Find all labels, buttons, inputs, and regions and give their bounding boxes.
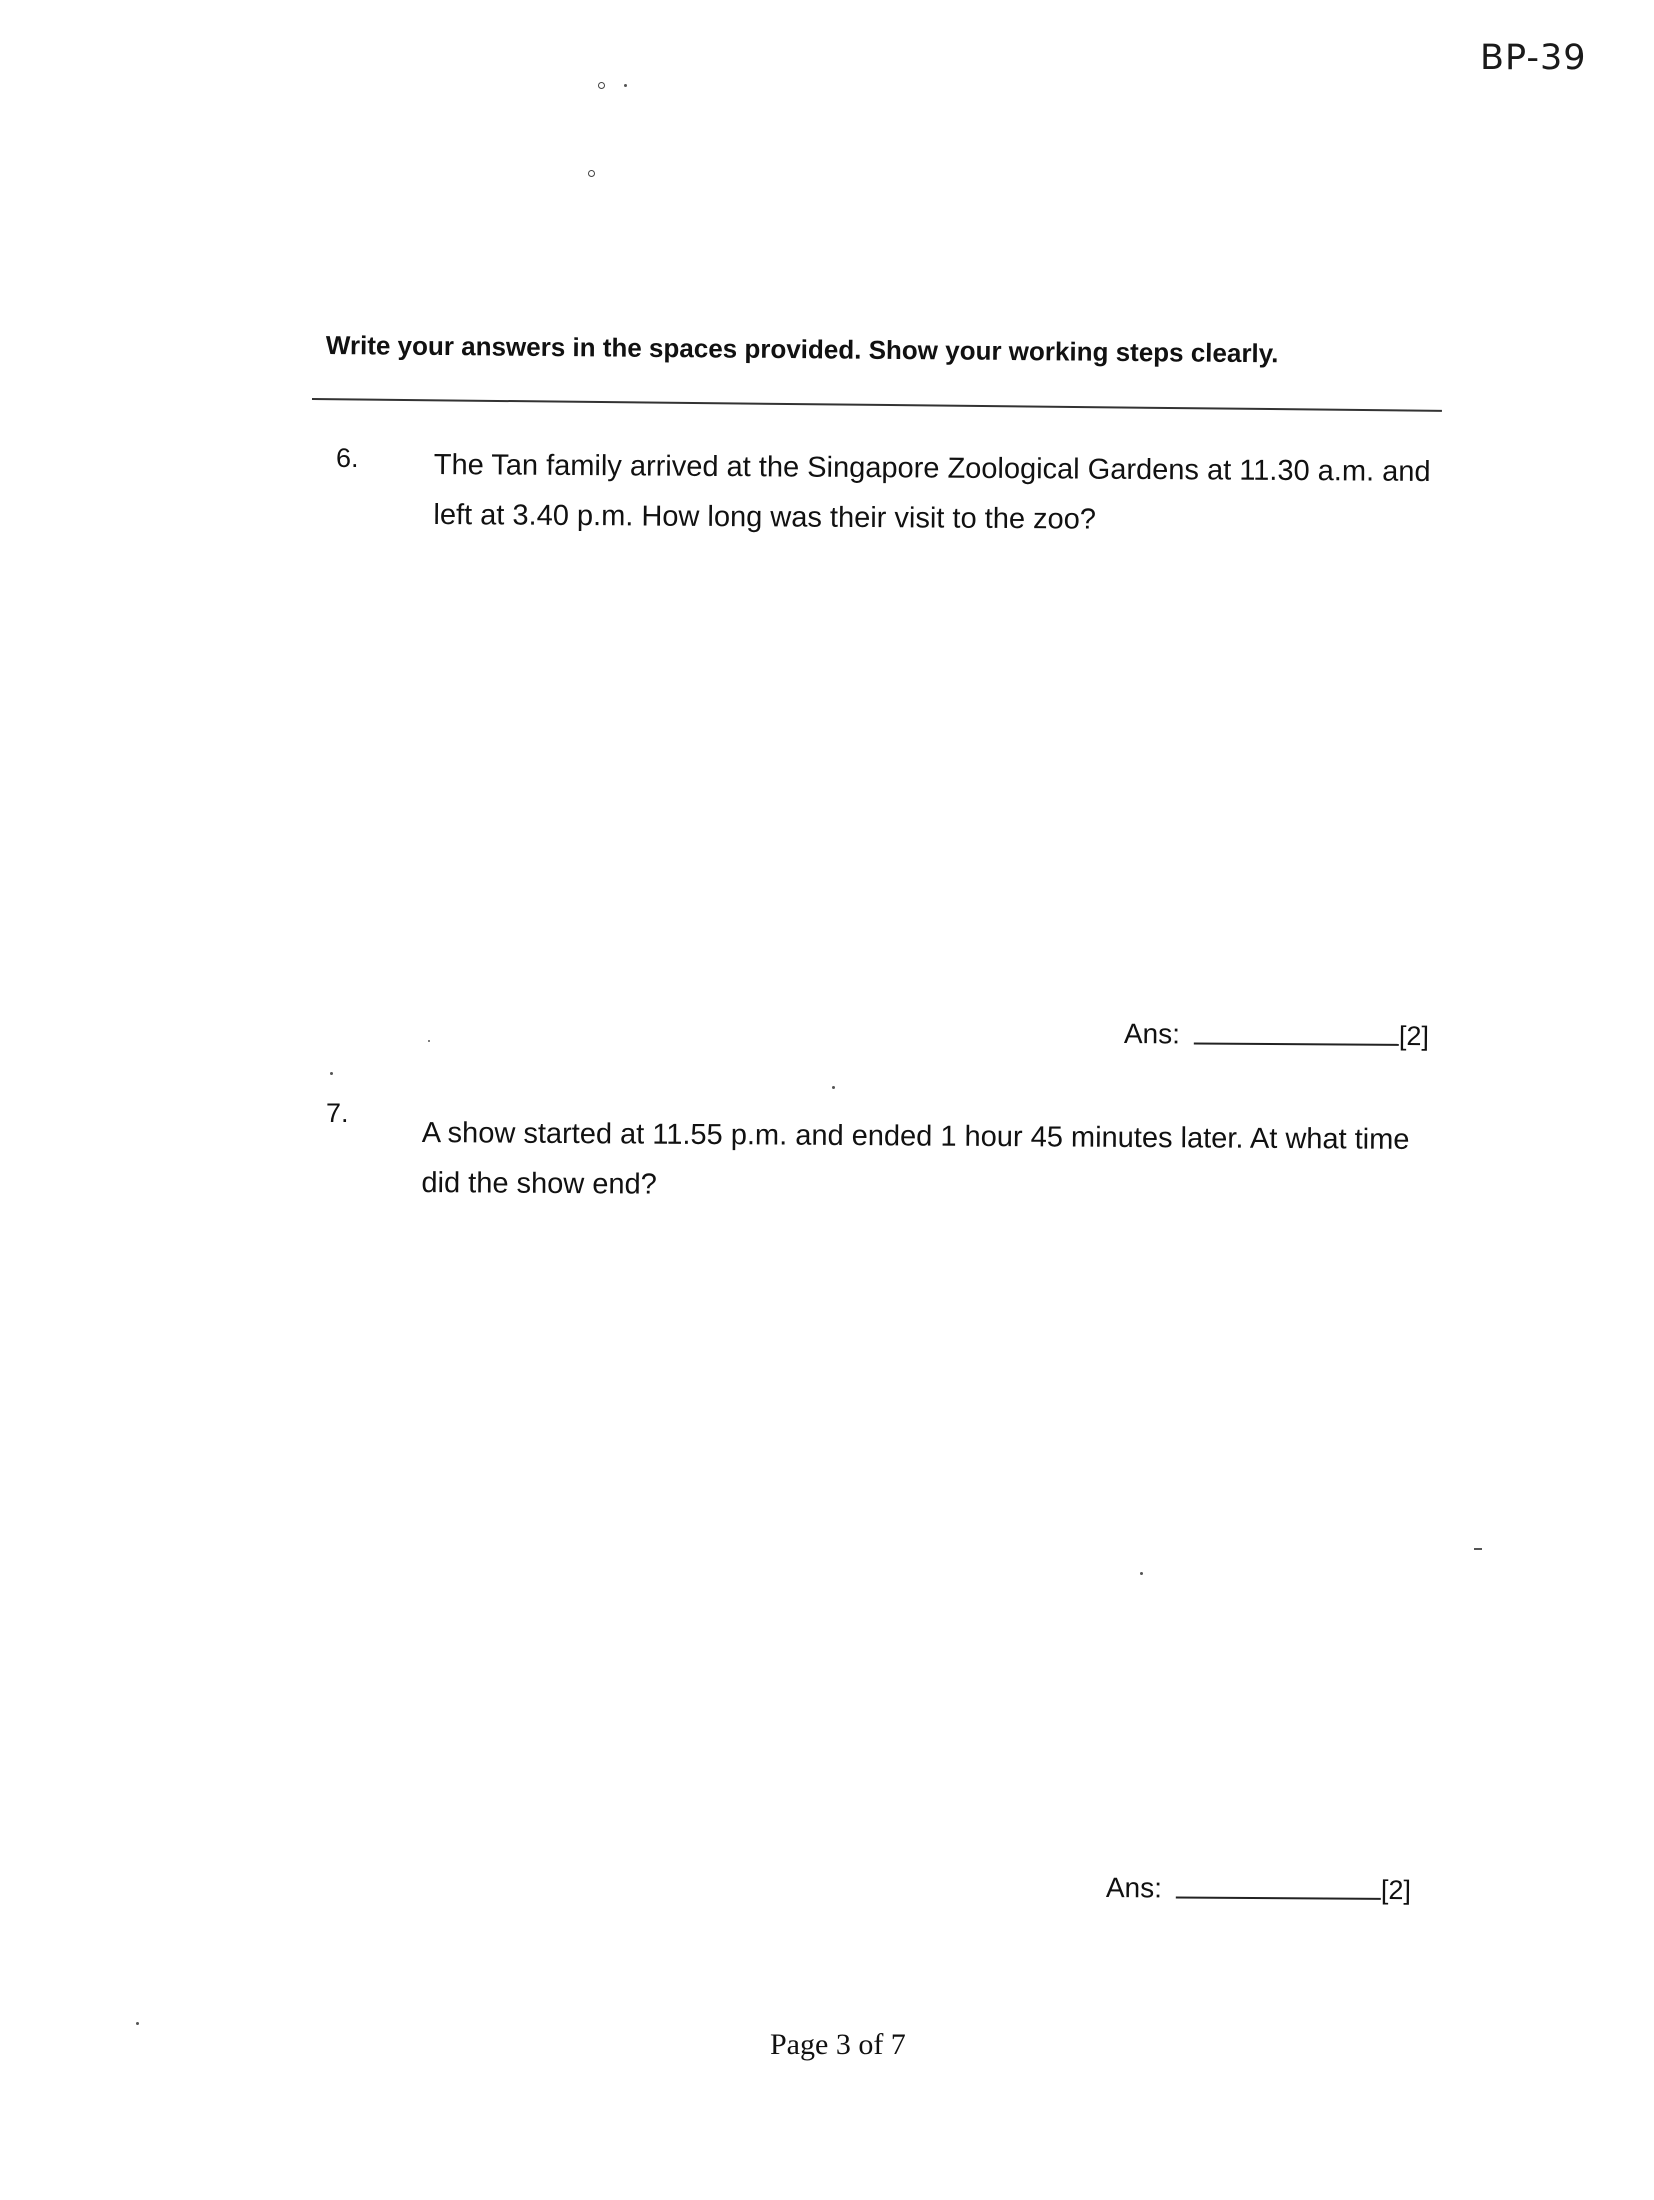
scan-speck (588, 170, 595, 177)
answer-row (1124, 1018, 1429, 1052)
scan-speck (330, 1072, 333, 1075)
question-number: 7. (326, 1098, 349, 1128)
question-text: A show started at 11.55 p.m. and ended 1 hour 45 minutes later. At what time did the show end? (421, 1116, 1410, 1201)
question-number: 6. (336, 443, 359, 473)
answer-label: Ans: (1123, 1018, 1181, 1050)
answer-blank[interactable] (1194, 1042, 1399, 1045)
scan-speck (1474, 1548, 1482, 1550)
question-text: The Tan family arrived at the Singapore Zoological Gardens at 11.30 a.m. and left at 3.40 p.m. How long was their visit to the zoo? (433, 448, 1431, 536)
answer-row (1106, 1872, 1411, 1906)
marks-label: [2] (1380, 1874, 1412, 1906)
answer-label: Ans: (1105, 1872, 1163, 1904)
scan-speck (832, 1086, 835, 1089)
marks-label: [2] (1398, 1020, 1430, 1052)
page-code: BP-39 (1480, 38, 1587, 78)
scan-speck (598, 82, 605, 89)
scan-speck (624, 84, 627, 87)
answer-blank[interactable] (1176, 1896, 1381, 1899)
scan-speck (428, 1040, 430, 1042)
page-number: Page 3 of 7 (770, 2028, 906, 2061)
scan-speck (1140, 1572, 1143, 1575)
divider (312, 398, 1442, 412)
instructions: Write your answers in the spaces provided. Show your working steps clearly. (325, 330, 1279, 369)
scan-speck (136, 2022, 139, 2025)
